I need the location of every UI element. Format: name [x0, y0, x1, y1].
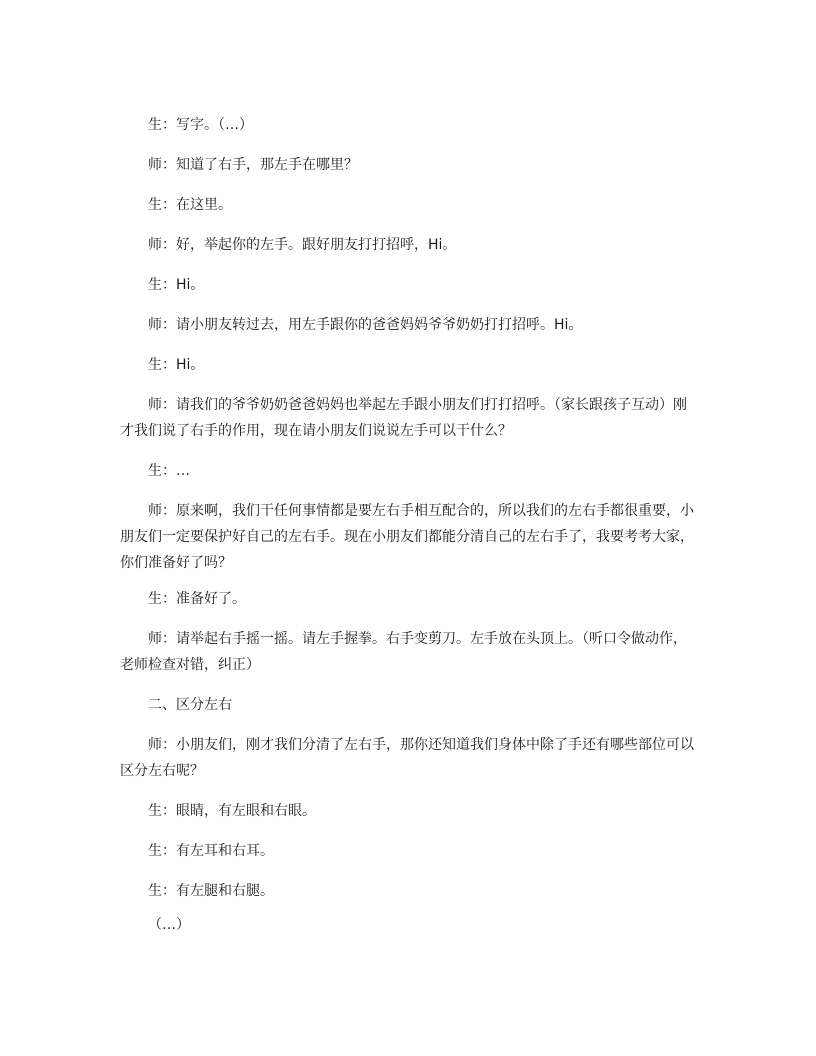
paragraph-7: 生：Hi。	[148, 357, 205, 373]
paragraph-10: 师：原来啊，我们干任何事情都是要左右手相互配合的，所以我们的左右手都很重要，小朋友们一定要保护好自己的左右手。现在小朋友们都能分清自己的左右手了，我要考考大家，你们准备好了吗？	[120, 503, 694, 571]
paragraph-6: 师：请小朋友转过去，用左手跟你的爸爸妈妈爷爷奶奶打打招呼。Hi。	[148, 317, 583, 333]
paragraph-15: 生：眼睛，有左眼和右眼。	[148, 803, 316, 819]
paragraph-16: 生：有左耳和右耳。	[148, 843, 274, 859]
section-heading: 二、区分左右	[148, 697, 232, 713]
paragraph-17: 生：有左腿和右腿。	[148, 883, 274, 899]
paragraph-2: 师：知道了右手，那左手在哪里？	[148, 157, 358, 173]
paragraph-3: 生：在这里。	[148, 197, 232, 213]
paragraph-1: 生：写字。（…）	[148, 117, 253, 133]
paragraph-5: 生：Hi。	[148, 277, 205, 293]
paragraph-12: 师：请举起右手摇一摇。请左手握拳。右手变剪刀。左手放在头顶上。（听口令做动作，老师检查对错，纠正）	[120, 631, 687, 673]
paragraph-18: （…）	[148, 917, 190, 933]
paragraph-9: 生：…	[148, 463, 190, 479]
paragraph-14: 师：小朋友们，刚才我们分清了左右手，那你还知道我们身体中除了手还有哪些部位可以区分左右呢？	[120, 737, 694, 779]
paragraph-4: 师：好，举起你的左手。跟好朋友打打招呼，Hi。	[148, 237, 457, 253]
paragraph-8: 师：请我们的爷爷奶奶爸爸妈妈也举起左手跟小朋友们打打招呼。（家长跟孩子互动）刚才我们说了右手的作用，现在请小朋友们说说左手可以干什么？	[120, 397, 687, 439]
paragraph-11: 生：准备好了。	[148, 591, 246, 607]
